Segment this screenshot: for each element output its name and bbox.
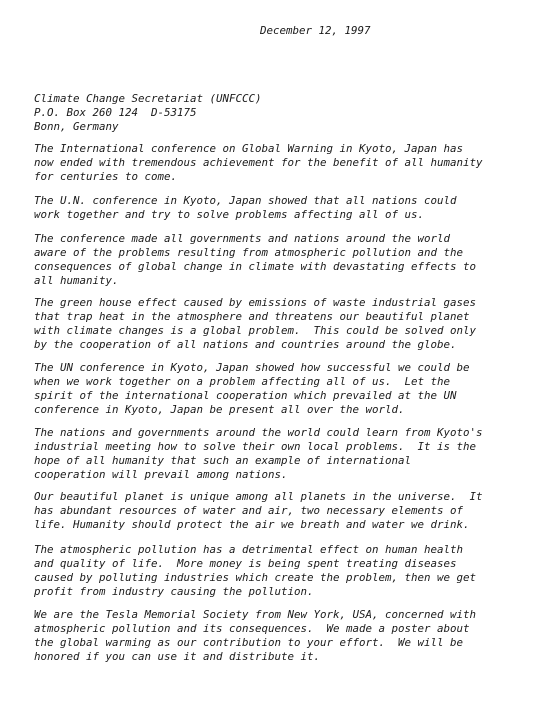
text-line: atmospheric pollution and its consequences. We made a poster about [34,622,470,635]
paragraph-4 [34,296,544,352]
text-line: when we work together on a problem affecting all of us. Let the [34,375,451,388]
text-line: The UN conference in Kyoto, Japan showed how successful we could be [34,361,470,374]
paragraph-3 [34,232,544,288]
text-line: for centuries to come. [34,170,178,183]
text-line: aware of the problems resulting from atmospheric pollution and the [34,246,464,259]
address-line: P.O. Box 260 124 D-53175 [34,106,197,119]
paragraph-2 [34,194,544,222]
text-line: caused by polluting industries which create the problem, then we get [34,571,477,584]
text-line: The nations and governments around the world could learn from Kyoto's [34,426,483,439]
text-line: all humanity. [34,274,119,287]
text-line: the global warming as our contribution to your effort. We will be [34,636,464,649]
text-line: consequences of global change in climate with devastating effects to [34,260,477,273]
text-line: life. Humanity should protect the air we breath and water we drink. [34,518,470,531]
address-line: Bonn, Germany [34,120,119,133]
paragraph-6 [34,426,544,482]
text-line: We are the Tesla Memorial Society from New York, USA, concerned with [34,608,477,621]
paragraph-7 [34,490,544,532]
letter-date: December 12, 1997 [260,24,371,37]
text-line: The conference made all governments and nations around the world [34,232,451,245]
text-line: work together and try to solve problems affecting all of us. [34,208,425,221]
text-line: spirit of the international cooperation which prevailed at the UN [34,389,457,402]
text-line: The U.N. conference in Kyoto, Japan showed that all nations could [34,194,457,207]
text-line: honored if you can use it and distribute it. [34,650,321,663]
text-line: conference in Kyoto, Japan be present all over the world. [34,403,405,416]
text-line: by the cooperation of all nations and countries around the globe. [34,338,457,351]
text-line: profit from industry causing the pollution. [34,585,314,598]
text-line: Our beautiful planet is unique among all planets in the universe. It [34,490,483,503]
text-line: and quality of life. More money is being spent treating diseases [34,557,457,570]
text-line: with climate changes is a global problem. This could be solved only [34,324,477,337]
text-line: hope of all humanity that such an example of international [34,454,412,467]
recipient-address [34,92,262,134]
text-line: cooperation will prevail among nations. [34,468,288,481]
paragraph-1 [34,142,544,184]
address-line: Climate Change Secretariat (UNFCCC) [34,92,262,105]
text-line: industrial meeting how to solve their own local problems. It is the [34,440,477,453]
paragraph-5 [34,361,544,417]
text-line: now ended with tremendous achievement for the benefit of all humanity [34,156,483,169]
text-line: The atmospheric pollution has a detrimental effect on human health [34,543,464,556]
text-line: has abundant resources of water and air, two necessary elements of [34,504,464,517]
paragraph-9 [34,608,544,664]
paragraph-8 [34,543,544,599]
text-line: that trap heat in the atmosphere and threatens our beautiful planet [34,310,470,323]
text-line: The International conference on Global Warning in Kyoto, Japan has [34,142,464,155]
text-line: The green house effect caused by emissions of waste industrial gases [34,296,477,309]
